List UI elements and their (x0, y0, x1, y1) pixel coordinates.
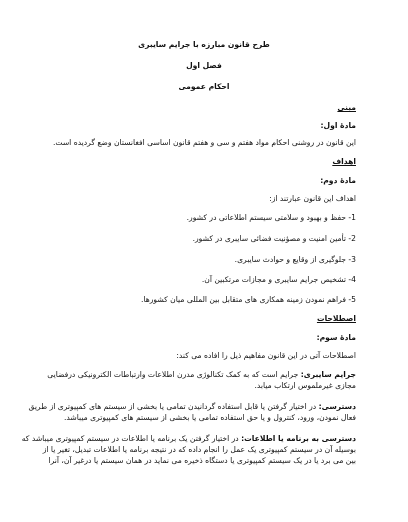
definition-3-term: دسترسی به برنامه یا اطلاعات: (241, 434, 356, 443)
definition-1-line-1 (47, 370, 356, 380)
section-heading-general: احکام عمومی (178, 82, 230, 91)
definition-2-term: دسترسی: (318, 402, 356, 411)
article-3-heading: مادهٔ سوم: (316, 333, 356, 342)
definition-1-term: جرایم سایبری: (300, 370, 356, 379)
definition-1-line-2: مجازی غیرملموس ارتکاب میابد. (254, 381, 356, 390)
article-2-intro: اهداف این قانون عبارتند از: (269, 194, 356, 203)
chapter-heading: فصل اول (186, 61, 222, 70)
article-1-text: این قانون در روشنی احکام مواد هفتم و سی و هفتم قانون اساسی افغانستان وضع گردیده است. (52, 138, 356, 147)
heading-goals: اهداف (332, 157, 356, 166)
definition-2-line-1 (28, 402, 356, 412)
definition-2-text: در اختیار گرفتن یا قابل استفاده گردانیدن تمامی یا بخشی از سیستم های کمپیوتری از طریق (28, 402, 317, 411)
definition-3-text: در اختیار گرفتن یک برنامه یا اطلاعات در سیستم کمپیوتری میباشد که (21, 434, 239, 443)
article-2-heading: مادهٔ دوم: (320, 176, 356, 185)
definition-2-line-2: فعال نمودن، ورود، کنترول و یا حق استفاده تمامی یا بخشی از سیستم های کمپیوتری میباشد. (63, 413, 356, 422)
definition-1-text: جرایم است که به کمک تکنالوژی مدرن اطلاعات وارتباطات الکترونیکی درفضایی (47, 370, 299, 379)
definition-3-line-3: بین می برد یا در یک سیستم کمپیوتری یا دستگاه ذخیره می نماید در همان سیستم یا درغیر آن، آنرا (48, 456, 356, 465)
goal-item-2: 2- تأمین امنیت و مصؤنیت فضائی سایبری در کشور. (192, 234, 356, 243)
article-1-heading: مادهٔ اول: (320, 121, 356, 130)
document-title: طرح قانون مبارزه با جرایم سایبری (138, 40, 270, 49)
article-3-intro: اصطلاحات آتی در این قانون مفاهیم ذیل را افاده می کند: (176, 351, 356, 360)
heading-terms: اصطلاحات (316, 314, 356, 323)
heading-basis: مبنی (337, 103, 356, 112)
definition-3-line-2: بوسیله آن در سیستم کمپیوتری یک عمل را انجام داده که در نتیجه برنامه یا اطلاعات تبدیل، تغیر یا از (42, 445, 356, 454)
goal-item-5: 5- فراهم نمودن زمینه همکاری های متقابل بین المللی میان کشورها. (141, 295, 356, 304)
goal-item-4: 4- تشخیص جرایم سایبری و مجازات مرتکبین آن. (201, 275, 356, 284)
goal-item-1: 1- حفظ و بهبود و سلامتی سیستم اطلاعاتی در کشور. (186, 213, 356, 222)
definition-3-line-1 (22, 434, 356, 444)
goal-item-3: 3- جلوگیری از وقایع و حوادث سایبری. (234, 255, 356, 264)
